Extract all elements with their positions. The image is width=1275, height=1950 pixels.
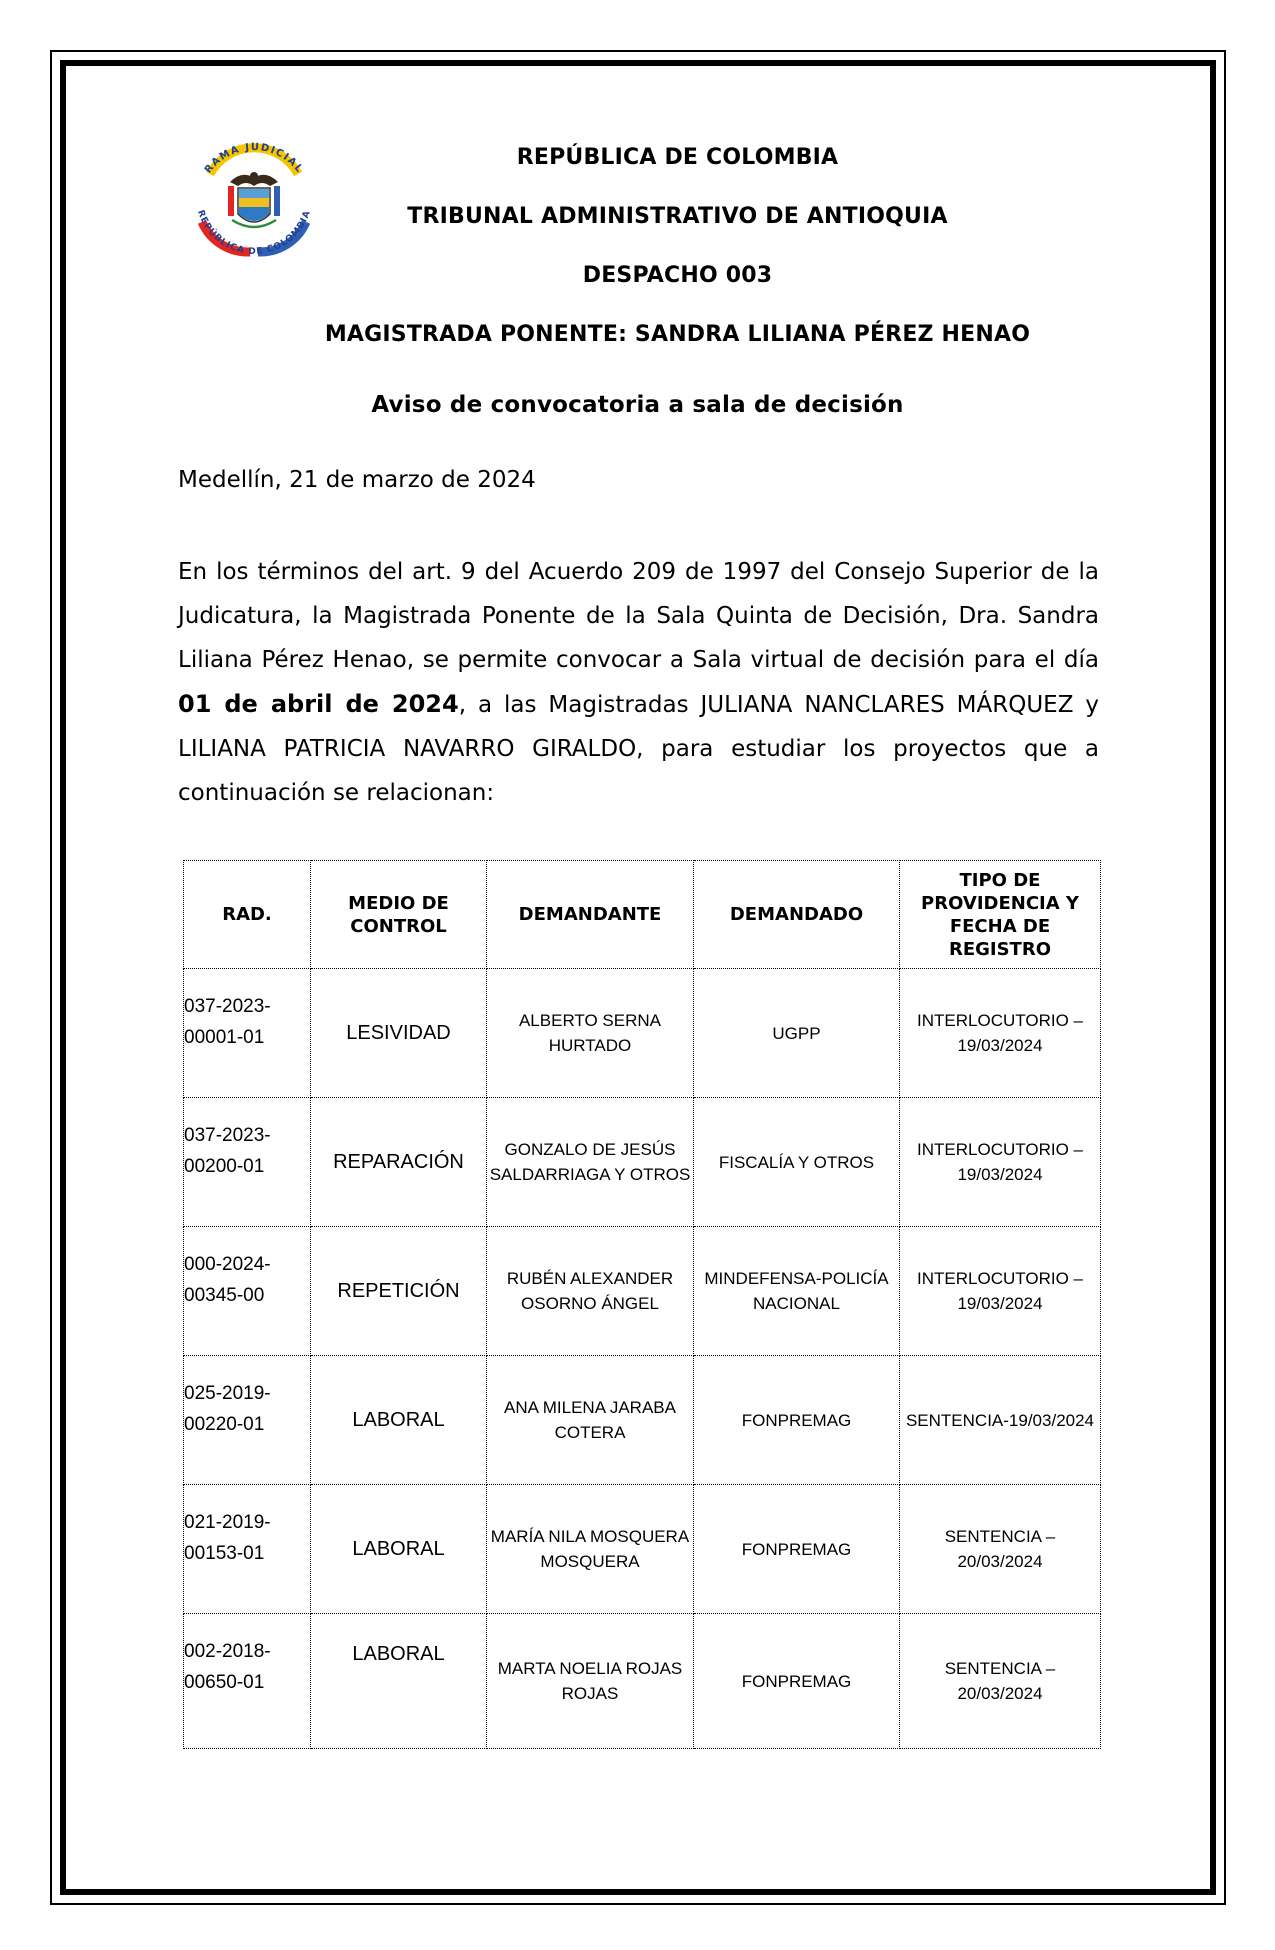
cell-demandante: ANA MILENA JARABA COTERA bbox=[487, 1356, 694, 1485]
cell-tipo: SENTENCIA-19/03/2024 bbox=[900, 1356, 1101, 1485]
cell-medio: REPARACIÓN bbox=[311, 1098, 487, 1227]
body-part-2: , a las Magistradas JULIANA NANCLARES MÁRQUEZ y LILIANA PATRICIA NAVARRO GIRALDO, para estudiar los proyectos que a continuación se relacionan: bbox=[178, 692, 1099, 806]
table-row bbox=[184, 1098, 1101, 1227]
header-republica: REPÚBLICA DE COLOMBIA bbox=[516, 145, 839, 170]
cell-rad: 037-2023-00200-01 bbox=[184, 1098, 311, 1227]
cell-tipo: SENTENCIA – 20/03/2024 bbox=[900, 1614, 1101, 1749]
body-part-1: En los términos del art. 9 del Acuerdo 209 de 1997 del Consejo Superior de la Judicatura, la Magistrada Ponente de la Sala Quinta de Decisión, Dra. Sandra Liliana Pérez Henao, se permite convocar a Sala virtual de decisión para el día bbox=[178, 559, 1099, 673]
cell-demandado: FISCALÍA Y OTROS bbox=[694, 1098, 900, 1227]
cell-rad: 025-2019-00220-01 bbox=[184, 1356, 311, 1485]
header-magistrada: MAGISTRADA PONENTE: SANDRA LILIANA PÉREZ HENAO bbox=[324, 322, 1031, 347]
table-row bbox=[184, 969, 1101, 1098]
table-row bbox=[184, 1227, 1101, 1356]
cell-medio: LABORAL bbox=[311, 1356, 487, 1485]
cell-demandado: FONPREMAG bbox=[694, 1485, 900, 1614]
col-header-demandante: DEMANDANTE bbox=[487, 861, 694, 969]
col-header-demandado: DEMANDADO bbox=[694, 861, 900, 969]
cell-demandante: MARÍA NILA MOSQUERA MOSQUERA bbox=[487, 1485, 694, 1614]
cell-medio: LABORAL bbox=[311, 1485, 487, 1614]
seal-top-text: RAMA JUDICIAL bbox=[202, 141, 306, 176]
cell-rad: 002-2018-00650-01 bbox=[184, 1614, 311, 1749]
cell-rad: 021-2019-00153-01 bbox=[184, 1485, 311, 1614]
session-date: 01 de abril de 2024 bbox=[178, 690, 459, 718]
col-header-rad: RAD. bbox=[184, 861, 311, 969]
cell-medio: LABORAL bbox=[311, 1614, 487, 1749]
cell-tipo: INTERLOCUTORIO – 19/03/2024 bbox=[900, 969, 1101, 1098]
cell-medio: LESIVIDAD bbox=[311, 969, 487, 1098]
cell-demandante: ALBERTO SERNA HURTADO bbox=[487, 969, 694, 1098]
header-despacho: DESPACHO 003 bbox=[582, 263, 773, 288]
cases-table bbox=[183, 860, 1101, 1749]
seal-bottom-text: REPÚBLICA DE COLOMBIA bbox=[195, 208, 313, 258]
cell-demandado: MINDEFENSA-POLICÍA NACIONAL bbox=[694, 1227, 900, 1356]
cell-tipo: SENTENCIA – 20/03/2024 bbox=[900, 1485, 1101, 1614]
cell-rad: 037-2023-00001-01 bbox=[184, 969, 311, 1098]
cell-demandado: FONPREMAG bbox=[694, 1356, 900, 1485]
cell-demandado: UGPP bbox=[694, 969, 900, 1098]
cell-tipo: INTERLOCUTORIO – 19/03/2024 bbox=[900, 1098, 1101, 1227]
col-header-tipo: TIPO DE PROVIDENCIA Y FECHA DE REGISTRO bbox=[900, 861, 1101, 969]
cell-rad: 000-2024-00345-00 bbox=[184, 1227, 311, 1356]
header-tribunal: TRIBUNAL ADMINISTRATIVO DE ANTIOQUIA bbox=[407, 204, 948, 229]
cell-tipo: INTERLOCUTORIO – 19/03/2024 bbox=[900, 1227, 1101, 1356]
date-line: Medellín, 21 de marzo de 2024 bbox=[178, 467, 536, 493]
cell-demandante: GONZALO DE JESÚS SALDARRIAGA Y OTROS bbox=[487, 1098, 694, 1227]
table-row bbox=[184, 1614, 1101, 1749]
body-paragraph bbox=[178, 550, 1099, 815]
cell-demandante: RUBÉN ALEXANDER OSORNO ÁNGEL bbox=[487, 1227, 694, 1356]
cell-demandante: MARTA NOELIA ROJAS ROJAS bbox=[487, 1614, 694, 1749]
col-header-medio: MEDIO DE CONTROL bbox=[311, 861, 487, 969]
cell-medio: REPETICIÓN bbox=[311, 1227, 487, 1356]
cell-demandado: FONPREMAG bbox=[694, 1614, 900, 1749]
table-header-row bbox=[184, 861, 1101, 969]
table-row bbox=[184, 1356, 1101, 1485]
table-row bbox=[184, 1485, 1101, 1614]
notice-title: Aviso de convocatoria a sala de decisión bbox=[371, 392, 904, 418]
